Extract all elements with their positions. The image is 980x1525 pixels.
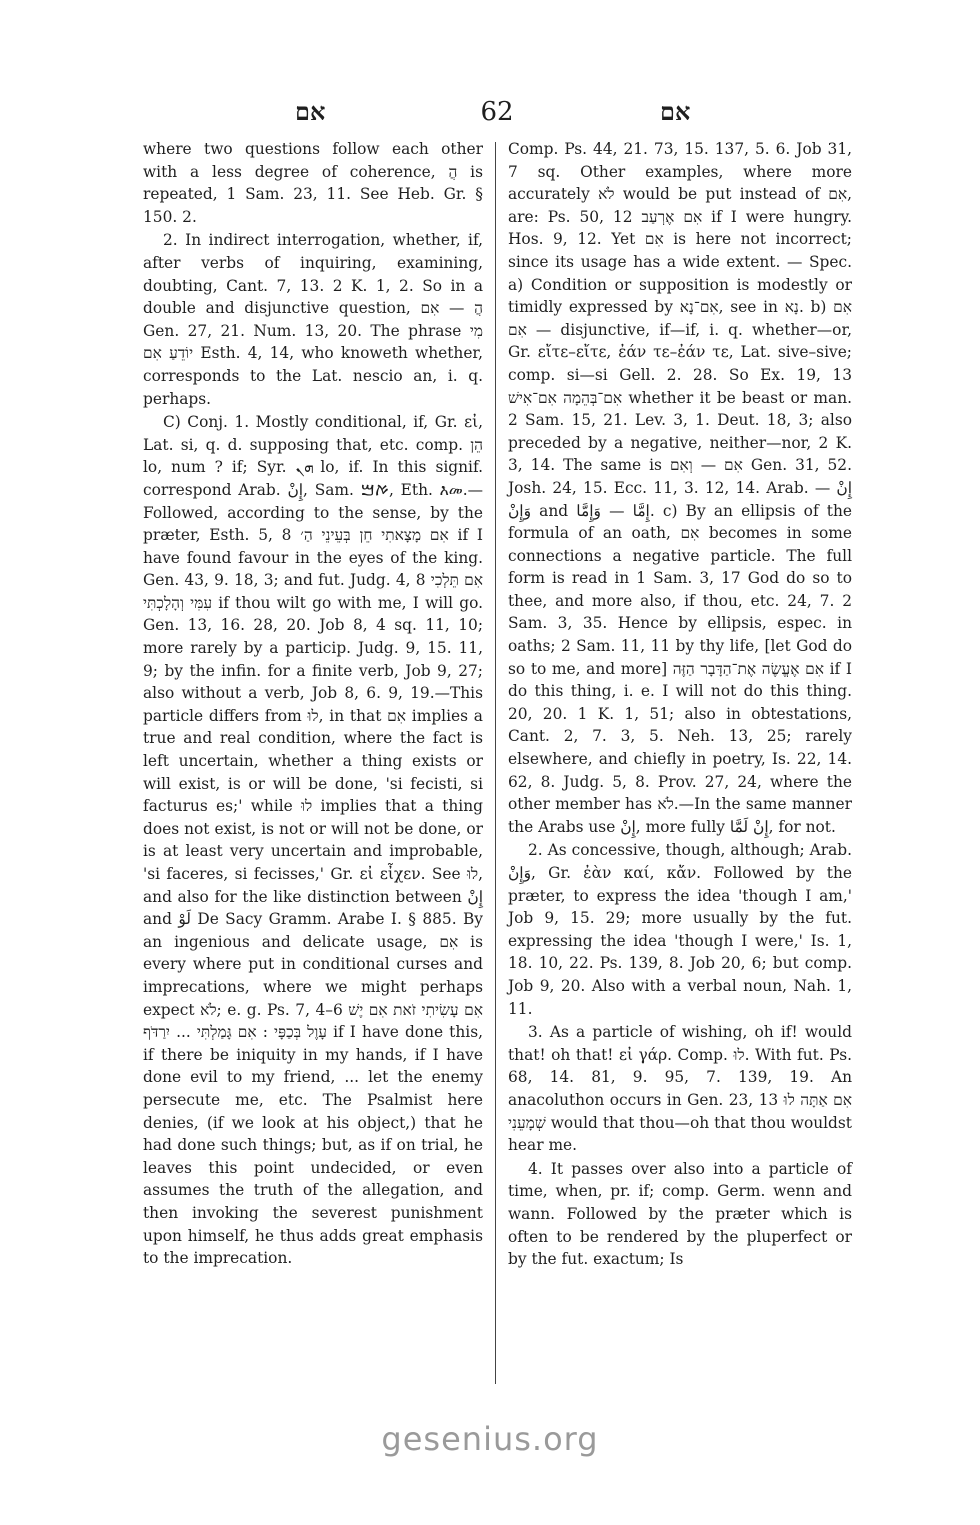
left-paragraph-3: C) Conj. 1. Mostly conditional, if, Gr. εἰ, Lat. si, q. d. supposing that, etc. comp. הֵן lo, num ? if; Syr. ܗܢ lo, if. In this signif. correspond Arab. إِنْ, Sam. ࠀࠌ, Eth. እመ.—Followed, according to the sense, by the præter, Esth. 5, 8 אִם מָצָאתִי חֵן בְּעֵינֵי הַ׳ if I have found favour in the eyes of the king. Gen. 43, 9. 18, 3; and fut. Judg. 4, 8 אִם תֵּלְכִי עִמִּי וְהָלָכְתִּי if thou wilt go with me, I will go. Gen. 13, 16. 28, 20. Job 8, 4 sq. 11, 10; more rarely by a particip. Judg. 9, 15. 11, 9; by the infin. for a finite verb, Job 9, 27; also without a verb, Job 8, 6. 9, 19.—This particle differs from לוּ, in that אִם implies a true and real condition, where the fact is left uncertain, whether a thing exists or will exist, is or will be done, 'si fecisti, si facturus es;' while לוּ implies that a thing does not exist, is not or will not be done, or is at least very uncertain and improbable, 'si faceres, si fecisses,' Gr. εἰ εἶχεν. See לוּ, and also for the like distinction between إِنْ and لَوْ De Sacy Gramm. Arabe I. § 885. By an ingenious and delicate usage, אִם is every where put in conditional curses and imprecations, where we might perhaps expect לֹא; e. g. Ps. 7, 4–6 אִם עָשִׂיתִי זֹאת אִם יֶשׁ עָוֶל בְּכַפָּי : אִם גָּמַלְתִּי ... יִרַדֹּף if I have done this, if there be iniquity in my hands, if I have done evil to my friend, ... let the enemy persecute me, etc. The Psalmist here denies, (if we look at his object,) that he had done such things; but, as if on trial, he leaves this point undecided, or even assumes the truth of the allegation, and then invoking the severest punishment upon himself, he thus adds great emphasis to the imprecation. xyxy=(143,413,483,1268)
header-left-word: אם xyxy=(295,97,326,126)
right-paragraph-1: Comp. Ps. 44, 21. 73, 15. 137, 5. 6. Job 31, 7 sq. Other examples, where more accurately לֹא would be put instead of אִם, are: Ps. 50, 12 אִם אֶרְעַב if I were hungry. Hos. 9, 12. Yet אִם is here not incorrect; since its usage has a wide extent. — Spec. a) Condition or supposition is modestly or timidly expressed by אִם־נָא, see in נָא. b) אִם — אִם disjunctive, if—if, i. q. whether—or, Gr. εἴτε–εἴτε, ἐάν τε–ἐάν τε, Lat. sive–sive; comp. si—si Gell. 2. 28. So Ex. 19, 13 אִם־בְּהֵמָה אִם־אִישׁ whether it be beast or man. 2 Sam. 15, 21. Lev. 3, 1. Deut. 18, 3; also preceded by a negative, neither—nor, 2 K. 3, 14. The same is אִם — וְאִם Gen. 31, 52. Josh. 24, 15. Ecc. 11, 3. 12, 14. Arab. إِنْ — وَإِنْ and إِمَّا — وَإِمَّا. c) By an ellipsis of the formula of an oath, אִם becomes in some connections a negative particle. The full form is read in 1 Sam. 3, 17 God do so to thee, and more also, if thou, etc. 24, 7. 2 Sam. 3, 35. Hence by ellipsis, espec. in oaths; 2 Sam. 11, 11 by thy life, [let God do so to me, and more] אִם אֶעֱשֶׂה אֶת־הַדָּבָר הַזֶּה if I do this thing, i. e. I will not do this thing. 20, 20. 1 K. 1, 51; also in obtestations, Cant. 2, 7. 3, 5. Neh. 13, 25; rarely elsewhere, and chiefly in poetry, Is. 22, 14. 62, 8. Judg. 5, 8. Prov. 27, 24, where the other member has לֹא.—In the same manner the Arabs use إِنْ, more fully إِنْ لَمَّا, for not. xyxy=(508,140,853,836)
header-right-word: אם xyxy=(660,97,691,126)
right-paragraph-3: 3. As a particle of wishing, oh if! would that! oh that! εἰ γάρ. Comp. לוּ. With fut. Ps. 68, 14. 81, 9. 95, 7. 139, 19. An anacoluthon occurs in Gen. 23, 13 אִם אַתָּה לוּ שְׁמָעֵנִי would that thou—oh that thou wouldst hear me. xyxy=(508,1023,852,1155)
right-paragraph-4: 4. It passes over also into a particle of time, when, pr. if; comp. Germ. wenn and wann. Followed by the præter which is often to be rendered by the pluperfect or by the fut. exactum; Is xyxy=(508,1159,852,1269)
page-number: 62 xyxy=(480,97,514,127)
left-paragraph-1: where two questions follow each other with a less degree of coherence, הֲ is repeated, 1 Sam. 23, 11. See Heb. Gr. § 150. 2. xyxy=(143,140,483,226)
left-paragraph-2: 2. In indirect interrogation, whether, if, after verbs of inquiring, examining, doubting, Cant. 7, 13. 2 K. 1, 2. So in a double and disjunctive question, הֲ — אִם Gen. 27, 21. Num. 13, 20. The phrase מִי יוֹדֵעַ אִם Esth. 4, 14, who knoweth whether, corresponds to the Lat. nescio an, i. q. perhaps. xyxy=(143,231,484,408)
left-column xyxy=(143,138,483,1270)
watermark-footer: gesenius.org xyxy=(381,1420,599,1458)
right-paragraph-2: 2. As concessive, though, although; Arab. وَإِنْ, Gr. ἐὰν καί, κἄν. Followed by the præter, to express the idea 'though I am,' Job 9, 15. 29; more usually by the fut. expressing the idea 'though I were,' Is. 1, 18. 10, 22. Ps. 139, 8. Job 20, 6; but comp. Job 9, 20. Also with a verbal noun, Nah. 1, 11. xyxy=(508,841,852,1018)
column-divider xyxy=(495,142,496,1384)
right-column xyxy=(508,138,852,1271)
